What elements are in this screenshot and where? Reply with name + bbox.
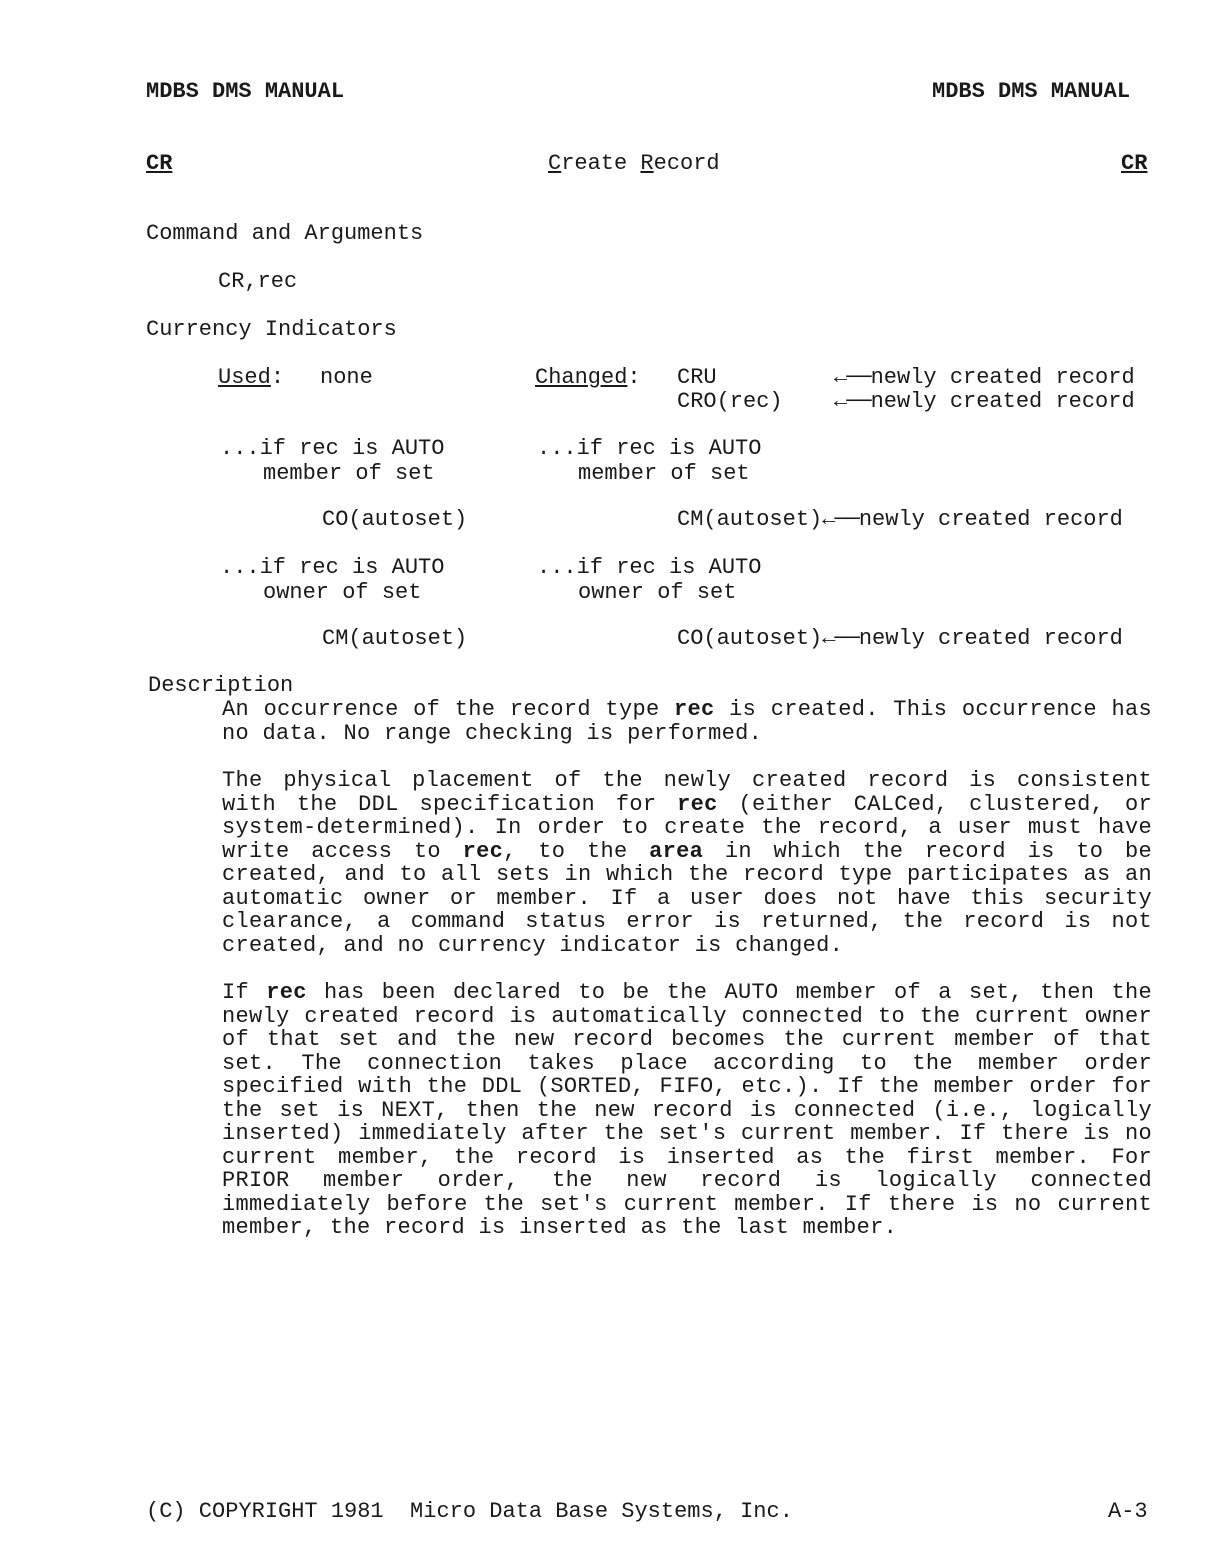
page-title bbox=[548, 152, 720, 176]
footer-page-number: A-3 bbox=[1108, 1499, 1148, 1524]
command-heading: Command and Arguments bbox=[146, 221, 424, 246]
changed-auto-member-line: CM(autoset)←──newly created record bbox=[677, 507, 1123, 532]
left-arrow-icon: ←── bbox=[834, 365, 871, 390]
changed-label-group bbox=[535, 366, 641, 390]
title-word1-rest: reate bbox=[561, 151, 641, 176]
used-auto-member-cond-2: member of set bbox=[263, 461, 435, 486]
title-word2-rest: ecord bbox=[653, 151, 720, 176]
used-auto-owner-indicator: CM(autoset) bbox=[322, 626, 468, 651]
header-left: MDBS DMS MANUAL bbox=[146, 79, 345, 104]
changed-note-cru: ←──newly created record bbox=[834, 365, 1135, 390]
description-paragraph-1: An occurrence of the record type rec is created. This occurrence has no data. No range checking is performed. bbox=[222, 697, 1152, 746]
left-arrow-icon: ←── bbox=[822, 626, 859, 651]
changed-indicator-cro: CRO(rec) bbox=[677, 389, 783, 414]
description-paragraph-3: If rec has been declared to be the AUTO member of a set, then the newly created record is automatically connected to the current owner of that set and the new record becomes the current member of that set. The connection takes place according to the member order specified with the DDL (SORTED, FIFO, etc.). If the member order for the set is NEXT, then the new record is connected (i.e., logically inserted) immediately after the set's current member. If there is no current member, the record is inserted as the first member. For PRIOR member order, the new record is logically connected immediately before the set's current member. If there is no current member, the record is inserted as the last member. bbox=[222, 980, 1152, 1240]
description-heading: Description bbox=[148, 673, 294, 698]
used-value: none bbox=[320, 365, 373, 390]
left-arrow-icon: ←── bbox=[822, 507, 859, 532]
rec-keyword: rec bbox=[462, 838, 504, 864]
command-syntax: CR,rec bbox=[218, 269, 298, 294]
changed-auto-owner-indicator: CO(autoset) bbox=[677, 626, 823, 651]
title-left-code: CR bbox=[146, 151, 173, 176]
changed-note-cro: ←──newly created record bbox=[834, 389, 1135, 414]
header-right: MDBS DMS MANUAL bbox=[932, 79, 1131, 104]
changed-auto-member-cond-2: member of set bbox=[578, 461, 750, 486]
changed-auto-owner-cond-1: ...if rec is AUTO bbox=[537, 555, 762, 580]
area-keyword: area bbox=[649, 838, 704, 864]
used-auto-owner-cond-1: ...if rec is AUTO bbox=[220, 555, 445, 580]
rec-keyword: rec bbox=[266, 980, 307, 1005]
changed-colon: : bbox=[627, 365, 641, 390]
changed-auto-member-cond-1: ...if rec is AUTO bbox=[537, 436, 762, 461]
title-letter-c: C bbox=[548, 151, 562, 176]
changed-indicator-cru: CRU bbox=[677, 365, 717, 390]
used-auto-member-cond-1: ...if rec is AUTO bbox=[220, 436, 445, 461]
changed-label: Changed bbox=[535, 365, 628, 390]
used-auto-owner-cond-2: owner of set bbox=[263, 580, 422, 605]
left-arrow-icon: ←── bbox=[834, 389, 871, 414]
footer-copyright: (C) COPYRIGHT 1981 Micro Data Base Systems, Inc. bbox=[146, 1499, 793, 1524]
used-label-group bbox=[218, 366, 284, 390]
currency-heading: Currency Indicators bbox=[146, 317, 397, 342]
changed-auto-owner-cond-2: owner of set bbox=[578, 580, 737, 605]
changed-auto-owner-line: CO(autoset)←──newly created record bbox=[677, 626, 1123, 651]
rec-keyword: rec bbox=[674, 697, 715, 722]
used-label: Used bbox=[218, 365, 271, 390]
used-auto-member-indicator: CO(autoset) bbox=[322, 507, 468, 532]
used-colon: : bbox=[270, 365, 285, 390]
description-paragraph-2: The physical placement of the newly created record is consistent with the DDL specification for rec (either CALCed, clustered, or system-determined). In order to create the record, a user must have write access to rec, to the area in which the record is to be created, and to all sets in which the record type participates as an automatic owner or member. If a user does not have this security clearance, a command status error is returned, the record is not created, and no currency indicator is changed. bbox=[222, 768, 1152, 958]
changed-auto-member-indicator: CM(autoset) bbox=[677, 507, 823, 532]
title-right-code: CR bbox=[1121, 151, 1148, 176]
rec-keyword: rec bbox=[677, 791, 718, 817]
title-letter-r: R bbox=[640, 151, 654, 176]
